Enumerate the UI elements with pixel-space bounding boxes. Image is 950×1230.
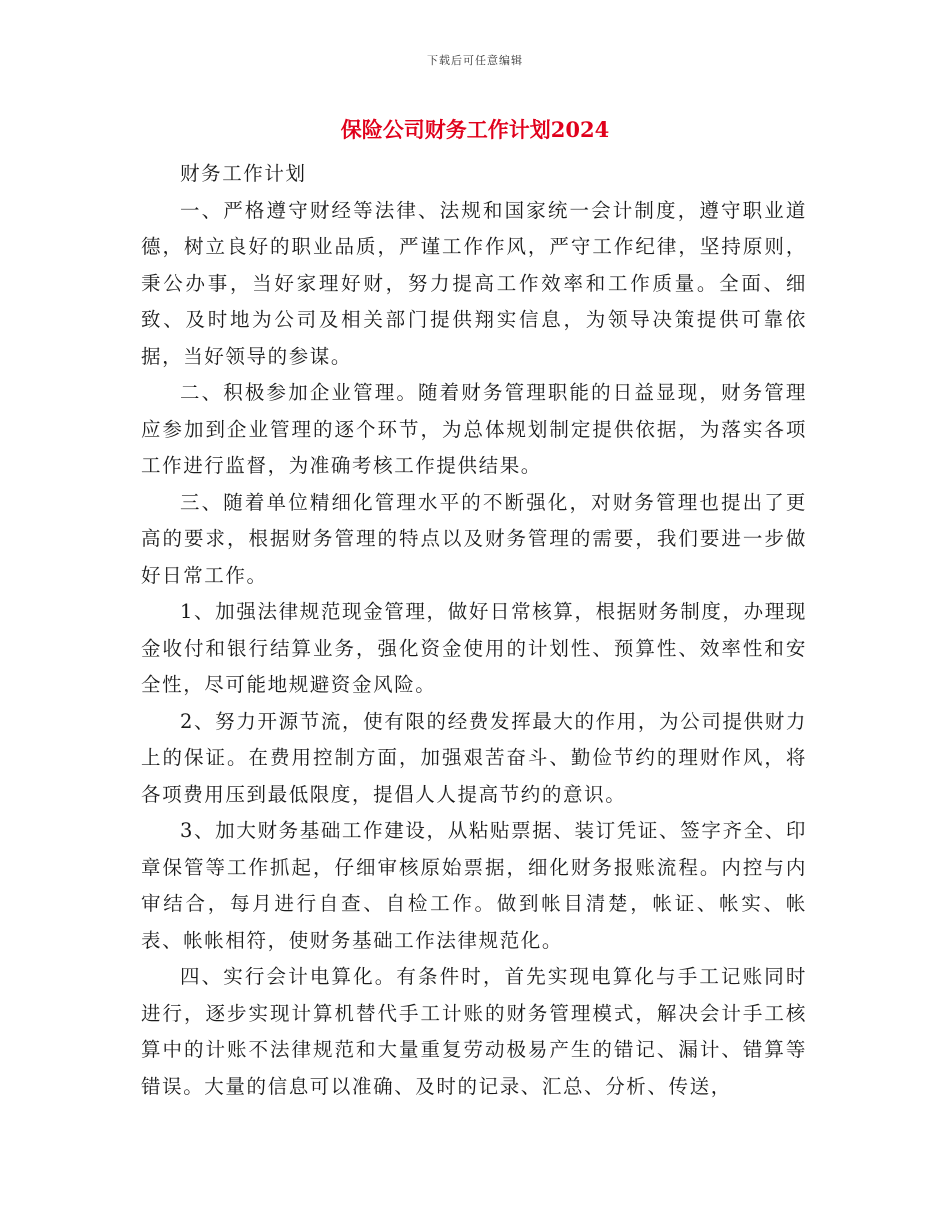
paragraph-6: 3、加大财务基础工作建设，从粘贴票据、装订凭证、签字齐全、印章保管等工作抓起，仔细审核原始票据，细化财务报账流程。内控与内审结合，每月进行自查、自检工作。做到帐目清楚，帐证、帐实、帐表、帐帐相符，使财务基础工作法律规范化。 [141, 819, 807, 952]
paragraph-3: 三、随着单位精细化管理水平的不断强化，对财务管理也提出了更高的要求，根据财务管理的特点以及财务管理的需要，我们要进一步做好日常工作。 [141, 490, 807, 587]
paragraph-1: 一、严格遵守财经等法律、法规和国家统一会计制度，遵守职业道德，树立良好的职业品质，严谨工作作风，严守工作纪律，坚持原则，秉公办事，当好家理好财，努力提高工作效率和工作质量。全面、细致、及时地为公司及相关部门提供翔实信息，为领导决策提供可靠依据，当好领导的参谋。 [141, 198, 807, 368]
document-title: 保险公司财务工作计划2024 [340, 117, 610, 142]
paragraph-4: 1、加强法律规范现金管理，做好日常核算，根据财务制度，办理现金收付和银行结算业务，强化资金使用的计划性、预算性、效率性和安全性，尽可能地规避资金风险。 [141, 600, 807, 696]
paragraph-5: 2、努力开源节流，使有限的经费发挥最大的作用，为公司提供财力上的保证。在费用控制方面，加强艰苦奋斗、勤俭节约的理财作风，将各项费用压到最低限度，提倡人人提高节约的意识。 [141, 709, 807, 806]
header-note: 下载后可任意编辑 [427, 54, 523, 67]
paragraph-2: 二、积极参加企业管理。随着财务管理职能的日益显现，财务管理应参加到企业管理的逐个环节，为总体规划制定提供依据，为落实各项工作进行监督，为准确考核工作提供结果。 [141, 381, 807, 477]
paragraph-7: 四、实行会计电算化。有条件时，首先实现电算化与手工记账同时进行，逐步实现计算机替代手工计账的财务管理模式，解决会计手工核算中的计账不法律规范和大量重复劳动极易产生的错记、漏计、错算等错误。大量的信息可以准确、及时的记录、汇总、分析、传送， [141, 965, 807, 1098]
document-body [141, 156, 807, 1105]
section-heading: 财务工作计划 [180, 162, 307, 185]
